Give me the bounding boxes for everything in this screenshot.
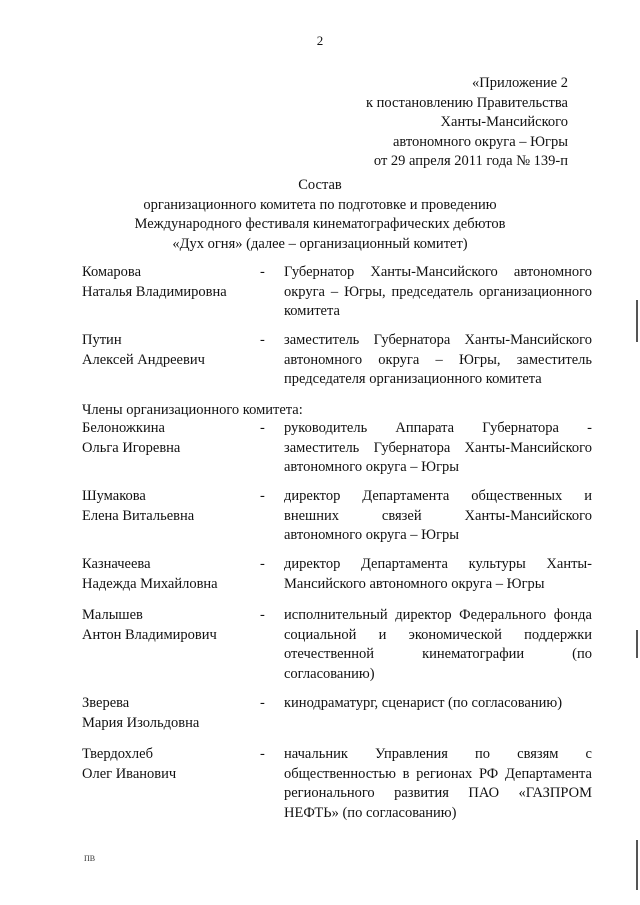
title-line: Состав (298, 177, 342, 193)
surname: Зверева (82, 695, 130, 711)
given-names: Надежда Михайловна (82, 575, 218, 592)
person-role: начальник Управления по связям с общественностью в регионах РФ Департамента регионального развития ПАО «ГАЗПРОМ НЕФТЬ» (по согласованию) (284, 746, 592, 821)
person-role: директор Департамента культуры Ханты-Мансийского автономного округа – Югры (284, 556, 592, 592)
footer-code: ПВ (84, 854, 96, 863)
person-name (82, 331, 252, 370)
scan-edge-mark (636, 300, 638, 342)
surname: Малышев (82, 607, 143, 623)
appendix-line: к постановлению Правительства (366, 94, 568, 111)
members-heading: Члены организационного комитета: (82, 402, 303, 418)
surname: Шумакова (82, 488, 146, 504)
dash: - (260, 556, 265, 572)
person-name (82, 487, 252, 526)
person-name (82, 419, 252, 458)
person-role: руководитель Аппарата Губернатора - заместитель Губернатора Ханты-Мансийского автономного округа – Югры (284, 420, 592, 475)
person-name (82, 745, 252, 784)
dash: - (260, 264, 265, 280)
person-role: директор Департамента общественных и внешних связей Ханты-Мансийского автономного округа – Югры (284, 488, 592, 543)
person-name (82, 555, 252, 594)
given-names: Антон Владимирович (82, 626, 217, 643)
appendix-line: «Приложение 2 (472, 75, 568, 91)
given-names: Елена Витальевна (82, 507, 195, 524)
dash: - (260, 746, 265, 762)
title-line: организационного комитета по подготовке и проведению (143, 196, 497, 213)
given-names: Ольга Игоревна (82, 439, 181, 456)
scan-edge-mark (636, 840, 638, 890)
scan-edge-mark (636, 630, 638, 658)
person-name (82, 606, 252, 645)
dash: - (260, 332, 265, 348)
given-names: Мария Изольдовна (82, 714, 200, 731)
person-name (82, 694, 252, 733)
dash: - (260, 488, 265, 504)
page-number: 2 (316, 33, 324, 48)
given-names: Наталья Владимировна (82, 283, 227, 300)
appendix-line: Ханты-Мансийского (440, 114, 568, 130)
title-line: «Дух огня» (далее – организационный комитет) (172, 235, 468, 252)
person-role: заместитель Губернатора Ханты-Мансийского автономного округа – Югры, заместитель председателя организационного комитета (284, 332, 592, 387)
appendix-line: автономного округа – Югры (392, 133, 568, 150)
appendix-block (268, 74, 568, 172)
dash: - (260, 695, 265, 711)
person-name (82, 263, 252, 302)
title-line: Международного фестиваля кинематографических дебютов (134, 216, 506, 232)
given-names: Олег Иванович (82, 765, 177, 782)
given-names: Алексей Андреевич (82, 351, 205, 368)
person-role: исполнительный директор Федерального фонда социальной и экономической поддержки отечественной кинематографии (по согласованию) (284, 607, 592, 682)
surname: Казначеева (82, 556, 151, 572)
surname: Твердохлеб (82, 746, 153, 762)
person-role: кинодраматург, сценарист (по согласованию) (284, 695, 563, 711)
surname: Комарова (82, 264, 142, 280)
document-title (60, 176, 580, 254)
dash: - (260, 607, 265, 623)
surname: Путин (82, 332, 122, 348)
dash: - (260, 420, 265, 436)
person-role: Губернатор Ханты-Мансийского автономного округа – Югры, председатель организационного комитета (284, 264, 592, 319)
surname: Белоножкина (82, 420, 165, 436)
appendix-line: от 29 апреля 2011 года № 139-п (373, 153, 568, 169)
